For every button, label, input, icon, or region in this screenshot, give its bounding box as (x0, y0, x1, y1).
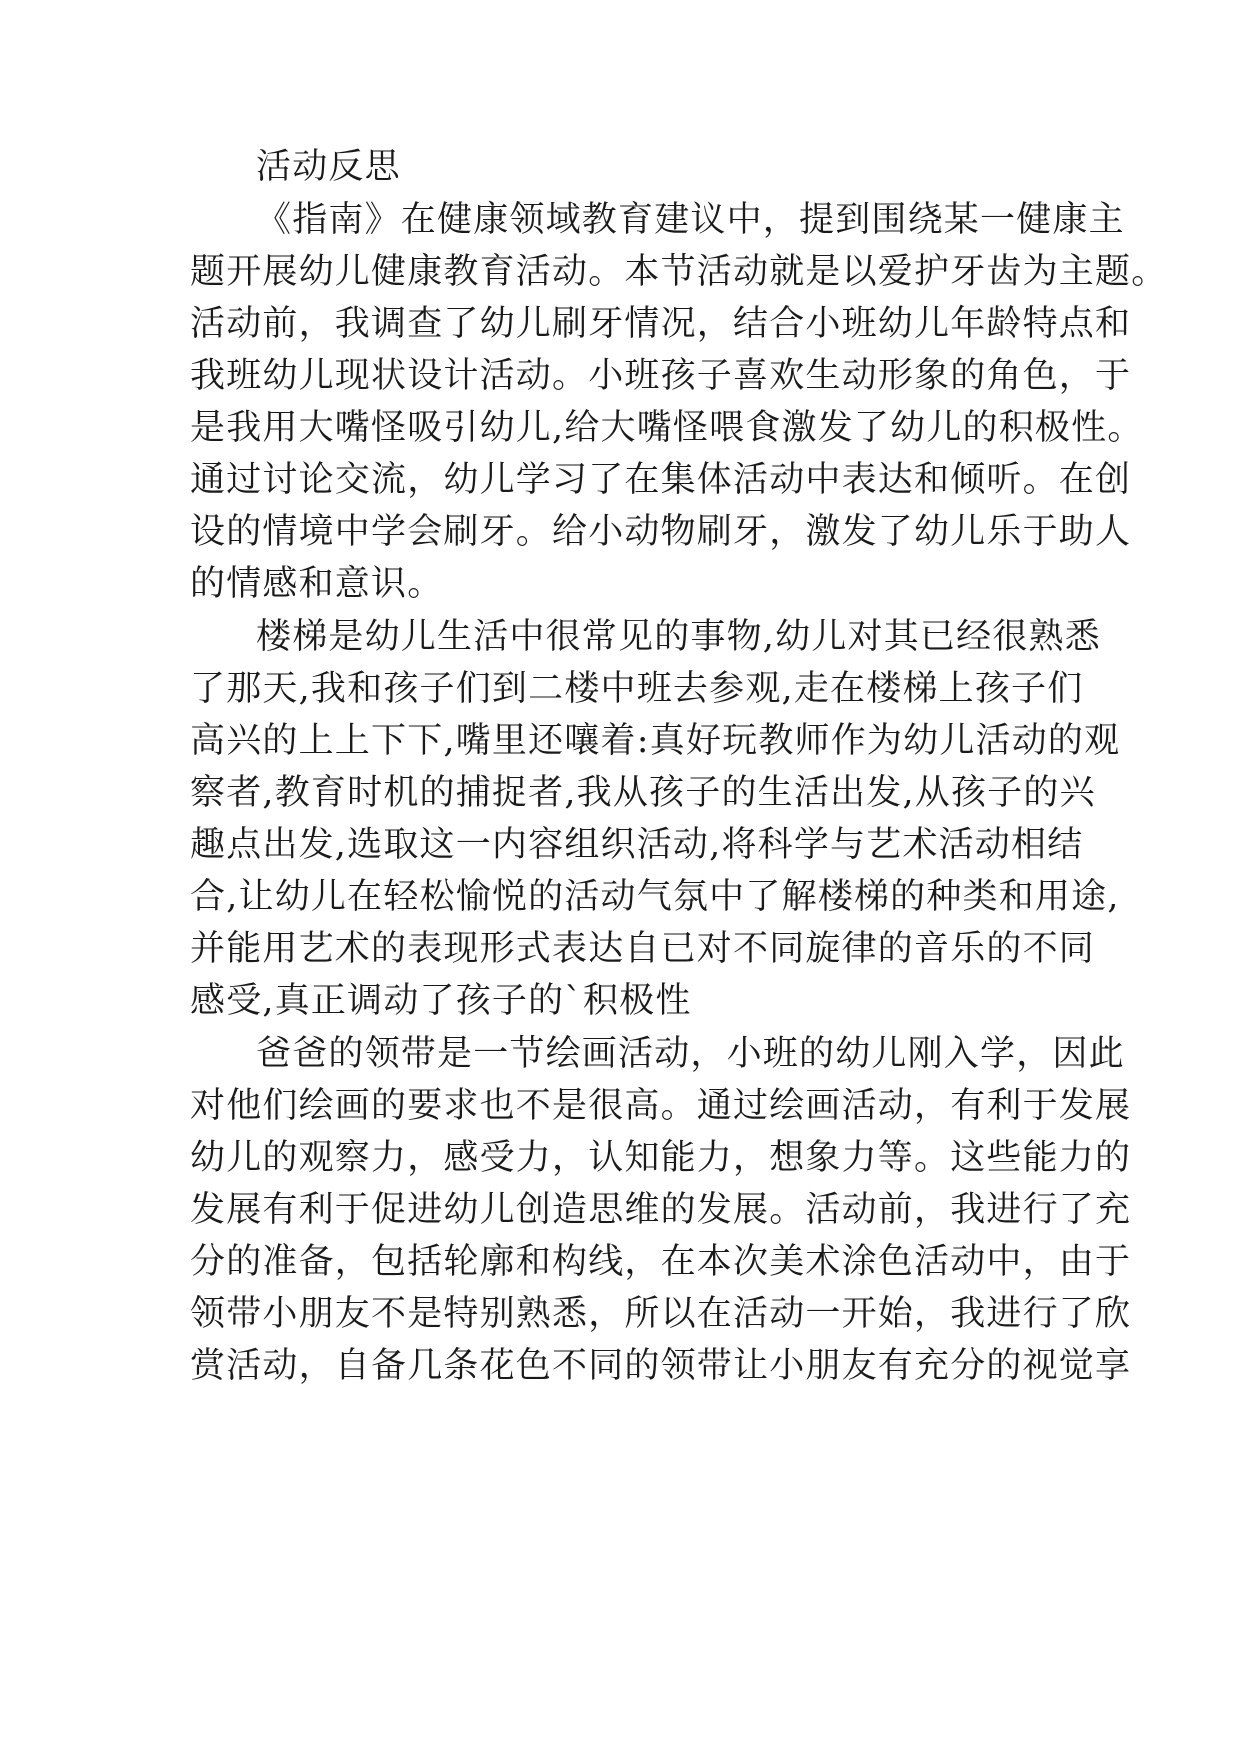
text-line: 对他们绘画的要求也不是很高。通过绘画活动，有利于发展 (190, 1086, 1132, 1126)
section-heading: 活动反思 (256, 147, 401, 187)
text-line: 题开展幼儿健康教育活动。本节活动就是以爱护牙齿为主题。 (190, 252, 1168, 292)
text-line: 并能用艺术的表现形式表达自已对不同旋律的音乐的不同 (190, 929, 1096, 969)
text-line: 的情感和意识。 (190, 564, 444, 604)
text-line: 《指南》在健康领域教育建议中，提到围绕某一健康主 (256, 200, 1125, 240)
text-line: 幼儿的观察力，感受力，认知能力，想象力等。这些能力的 (190, 1138, 1132, 1178)
text-line: 通过讨论交流，幼儿学习了在集体活动中表达和倾听。在创 (190, 460, 1132, 500)
text-line: 设的情境中学会刷牙。给小动物刷牙，激发了幼儿乐于助人 (190, 512, 1132, 552)
text-line: 感受,真正调动了孩子的`积极性 (190, 981, 692, 1021)
text-line: 是我用大嘴怪吸引幼儿,给大嘴怪喂食激发了幼儿的积极性。 (190, 408, 1144, 448)
text-line: 我班幼儿现状设计活动。小班孩子喜欢生动形象的角色，于 (190, 356, 1132, 396)
text-line: 合,让幼儿在轻松愉悦的活动气氛中了解楼梯的种类和用途, (190, 877, 1120, 917)
text-line: 领带小朋友不是特别熟悉，所以在活动一开始，我进行了欣 (190, 1294, 1132, 1334)
text-line: 了那天,我和孩子们到二楼中班去参观,走在楼梯上孩子们 (190, 669, 1084, 709)
text-line: 活动前，我调查了幼儿刷牙情况，结合小班幼儿年龄特点和 (190, 304, 1132, 344)
text-line: 爸爸的领带是一节绘画活动，小班的幼儿刚入学，因此 (256, 1034, 1125, 1074)
text-line: 发展有利于促进幼儿创造思维的发展。活动前，我进行了充 (190, 1190, 1132, 1230)
text-line: 趣点出发,选取这一内容组织活动,将科学与艺术活动相结 (190, 825, 1084, 865)
text-line: 高兴的上上下下,嘴里还嚷着:真好玩教师作为幼儿活动的观 (190, 721, 1121, 761)
text-line: 分的准备，包括轮廓和构线，在本次美术涂色活动中，由于 (190, 1242, 1132, 1282)
text-line: 楼梯是幼儿生活中很常见的事物,幼儿对其已经很熟悉 (256, 617, 1101, 657)
text-line: 察者,教育时机的捕捉者,我从孩子的生活出发,从孩子的兴 (190, 773, 1096, 813)
text-line: 赏活动，自备几条花色不同的领带让小朋友有充分的视觉享 (190, 1346, 1132, 1386)
